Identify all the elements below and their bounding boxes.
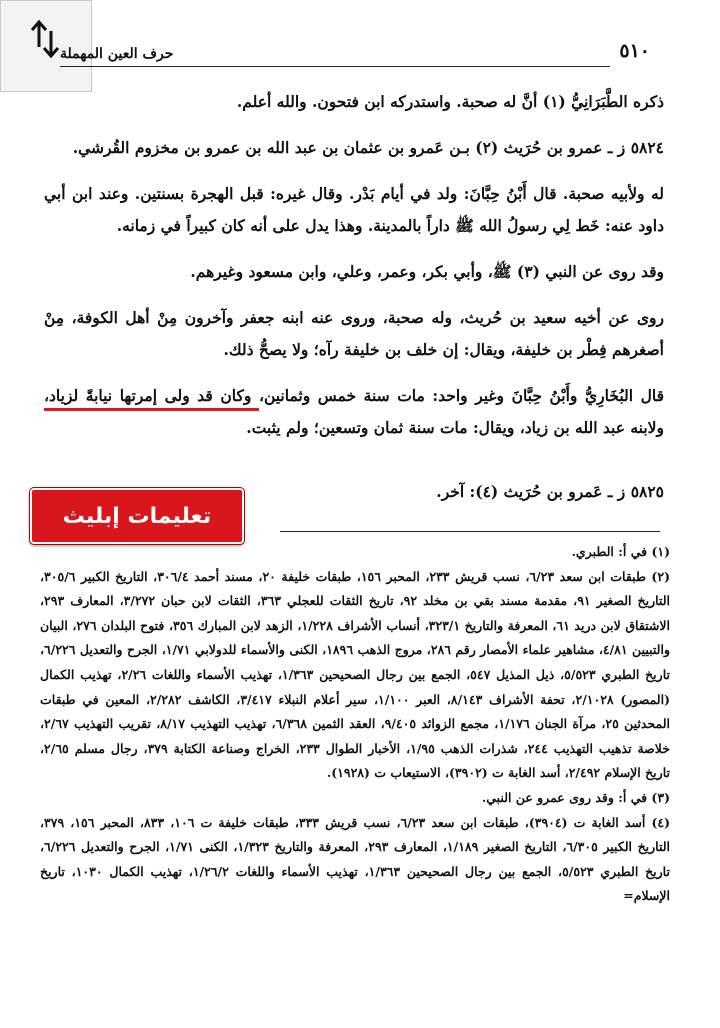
running-header-title: حرف العين المهملة: [60, 46, 174, 62]
footnote-2: (٢) طبقات ابن سعد ٦/٢٣، نسب قريش ٢٣٣، المحبر ١٥٦، طبقات خليفة ٢٠، مسند أحمد ٣٠٦/٤، التاريخ الكبير ٣٠٥/٦، التاريخ الصغير ٩١، مقدمة مسند بقي بن مخلد ٩٢، تاريخ الثقات للعجلي ٣٦٣، الثقات لابن حبان ٣/٢٧٢، المعارف ٢٩٣، الاشتقاق لابن دريد ٦١، المعرفة والتاريخ ٣٢٣/١، أنساب الأشراف ١/٢٢٨، الزهد لابن المبارك ٣٥٦، فتوح البلدان ٢٧٦، البيان والتبيين ٤/٨١، مشاهير علماء الأمصار رقم ٢٨٦، مروج الذهب ١٨٩٦، الكنى والأسماء للدولابي ١/٧١، الجرح والتعديل ٦/٢٢٦، تاريخ الطبري ٥/٥٢٣، ذيل المذيل ٥٤٧، الجمع بين رجال الصحيحين ١/٣٦٣، تهذيب الأسماء واللغات ٢/٢٦، تهذيب الكمال (المصور) ٢/١٠٢٨، تحفة الأشراف ٨/١٤٣، العبر ١/١٠٠، سير أعلام النبلاء ٣/٤١٧، الكاشف ٢/٢٨٢، المعين في طبقات المحدثين ٢٥، مرآة الجنان ١/١٧٦، مجمع الزوائد ٩/٤٠٥، العقد الثمين ٦/٣٦٨، تهذيب التهذيب ٨/١٧، تقريب التهذيب ٢/٦٧، خلاصة تذهيب التهذيب ٢٤٤، شذرات الذهب ١/٩٥، الأخبار الطوال ٢٣٣، الخراج وصناعة الكتابة ٣٧٩، رجال مسلم ٢/٦٥، تاريخ الإسلام ٢/٤٩٢، أسد الغابة ت (٣٩٠٢)، الاستيعاب ت (١٩٢٨).: [40, 568, 671, 781]
footnote-1: (١) في أ: الطبري.: [571, 544, 670, 559]
paragraph-6: [44, 380, 664, 444]
footnotes: [40, 540, 670, 909]
footnote-3: (٣) في أ: وقد روى عمرو عن النبي.: [481, 789, 670, 805]
highlighted-phrase: وكان قد ولى إمرتها نيابةً لزياد،: [44, 386, 259, 405]
paragraph-1: ذكره الطَّبَرَانِيُّ (١) أنَّ له صحبة. واستدركه ابن فتحون. والله أعلم.: [236, 92, 664, 111]
entry-5824-heading: ٥٨٢٤ ز ـ عمرو بن حُرَيث (٢) بـن عَمرو بن عثمان بن عبد الله بن عمرو بن مخزوم القُرشي.: [72, 138, 664, 157]
paragraph-4: وقد روى عن النبي (٣) ﷺ، وأبي بكر، وعمر، وعلي، وابن مسعود وغيرهم.: [190, 262, 664, 281]
main-text: [44, 86, 664, 444]
paragraph-6-start: قال البُخَارِيُّ وأَبْنُ حِبَّانَ وغير واحد: مات سنة خمس وثمانين،: [258, 386, 664, 405]
paragraph-5: روى عن أخيه سعيد بن حُريث، وله صحبة، وروى عنه ابنه جعفر وآخرون مِنْ أهل الكوفة، مِنْ أصغرهم فِطْر بن خليفة، ويقال: إن خلف بن خليفة رآه؛ ولا يصحُّ ذلك.: [44, 308, 664, 359]
page-number: ٥١٠: [619, 40, 650, 62]
header-divider: [60, 66, 610, 67]
up-down-arrows-icon: [29, 19, 63, 59]
paragraph-6-end: ولابنه عبد الله بن زياد، ويقال: مات سنة ثمان وتسعين؛ ولم يثبت.: [246, 418, 664, 437]
footnote-divider: [280, 531, 660, 532]
watermark-badge: تعليمات إبليث: [30, 488, 244, 544]
entry-5825-heading: ٥٨٢٥ ز ـ عَمرو بن حُرَيث (٤): آخر.: [436, 482, 664, 501]
paragraph-3: له ولأبيه صحبة. قال أَبْنُ حِبَّانَ: ولد في أيام بَدْر. وقال غيره: قبل الهجرة بسنتين. وعند ابن أبي داود عنه: خَط لِي رسولُ الله ﷺ داراً بالمدينة. وهذا يدل على أنه كان كبيراً في زمانه.: [44, 184, 664, 235]
footnote-4: (٤) أسد الغابة ت (٣٩٠٤)، طبقات ابن سعد ٦/٢٣، نسب قريش ٣٣٣، طبقات خليفة ت ١٠٦، ٨٣٣، المحبر ١٥٦، ٣٧٩، التاريخ الكبير ٦/٣٠٥، التاريخ الصغير ١/١٨٩، المعارف ٢٩٣، المعرفة والتاريخ ١/٣٢٣، الكنى ١/٧١، الجرح والتعديل ٦/٢٢٦، تاريخ الطبري ٥/٥٢٣، الجمع بين رجال الصحيحين ١/٣٦٣، تهذيب الأسماء واللغات ١/٢٦/٢، تهذيب الكمال ١٠٣٠، تاريخ الإسلام=: [40, 814, 671, 904]
